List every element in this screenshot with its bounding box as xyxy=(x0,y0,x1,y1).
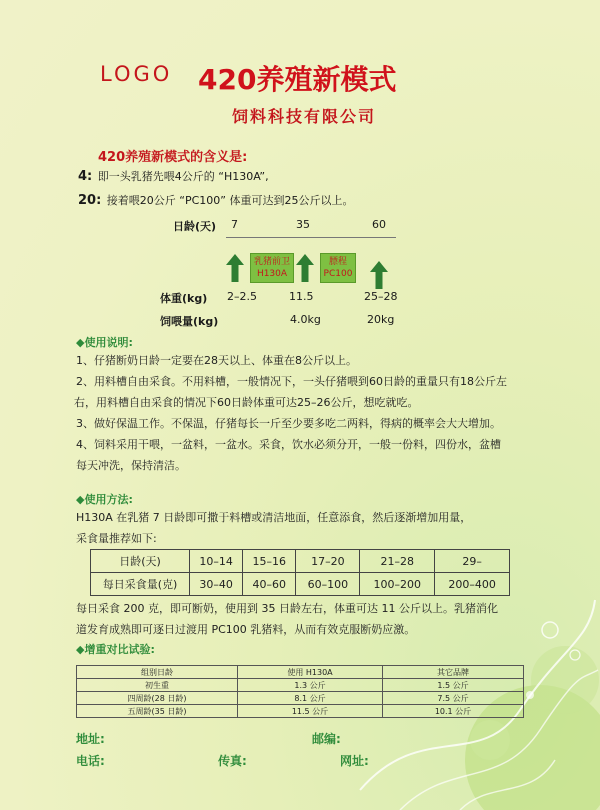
usage-method-p2a: 每日采食 200 克，即可断奶，使用到 35 日龄左右，体重可达 11 公斤以上。乳猪消化 xyxy=(76,602,498,615)
table-cell: 30–40 xyxy=(190,573,243,596)
table-cell: 40–60 xyxy=(243,573,296,596)
table-cell: 60–100 xyxy=(296,573,360,596)
arrow-up-icon xyxy=(226,254,244,282)
stage-1-name: 乳猪前卫 xyxy=(253,257,290,267)
table-cell: 五周龄(35 日龄) xyxy=(77,705,238,718)
table-row xyxy=(77,692,524,705)
arrow-up-icon xyxy=(296,254,314,282)
address-label: 地址: xyxy=(76,732,105,746)
usage-note-4b: 每天冲洗，保持清洁。 xyxy=(76,459,186,472)
stage-2-product: PC100 xyxy=(323,269,353,279)
stage-1-product: H130A xyxy=(256,269,288,279)
feed-h130a: 4.0kg xyxy=(290,313,321,326)
table-cell: 21–28 xyxy=(360,550,435,573)
table-header-cell: 组别日龄 xyxy=(77,666,238,679)
stage-2-box xyxy=(320,253,356,283)
usage-notes-body xyxy=(76,350,586,476)
usage-method-p1b: 采食量推荐如下: xyxy=(76,532,157,545)
meaning-line-1-text: 即一头乳猪先喂4公斤的 “H130A”, xyxy=(97,170,269,183)
usage-note-4a: 4、饲料采用干喂，一盆料，一盆水。采食，饮水必须分开，一般一份料，四份水，盆槽 xyxy=(76,438,501,451)
usage-note-3: 3、做好保温工作。不保温，仔猪每长一斤至少要多吃二两料，得病的概率会大大增加。 xyxy=(76,417,501,430)
table-cell: 10–14 xyxy=(190,550,243,573)
usage-method-intro xyxy=(76,507,586,549)
trial-table xyxy=(76,665,524,718)
table-header-cell: 其它品牌 xyxy=(383,666,524,679)
meaning-line-2-text: 接着喂20公斤 “PC100” 体重可达到25公斤以上。 xyxy=(106,194,354,207)
table-cell: 8.1 公斤 xyxy=(238,692,383,705)
table-cell: 1.3 公斤 xyxy=(238,679,383,692)
meaning-line-2 xyxy=(78,192,354,208)
table-row xyxy=(77,666,524,679)
arrow-up-icon xyxy=(370,261,388,289)
website-label: 网址: xyxy=(340,754,369,768)
stage-2-name: 膘程 xyxy=(328,257,347,267)
meaning-title: 420养殖新模式的含义是: xyxy=(98,150,248,165)
age-7: 7 xyxy=(231,218,238,231)
usage-method-p2b: 道发育成熟即可逐日过渡用 PC100 乳猪料，从而有效克服断奶应激。 xyxy=(76,623,416,636)
usage-notes-title: ◆使用说明: xyxy=(76,336,133,349)
usage-method-outro xyxy=(76,598,596,640)
table-row xyxy=(77,679,524,692)
table-cell: 1.5 公斤 xyxy=(383,679,524,692)
usage-method-title: ◆使用方法: xyxy=(76,493,133,506)
age-label: 日龄(天) xyxy=(173,220,217,233)
table-row xyxy=(91,550,510,573)
usage-note-1: 1、仔猪断奶日龄一定要在28天以上、体重在8公斤以上。 xyxy=(76,354,357,367)
table-header-cell: 使用 H130A xyxy=(238,666,383,679)
table-row xyxy=(91,573,510,596)
page-title: 420养殖新模式 xyxy=(198,63,397,96)
table-cell: 11.5 公斤 xyxy=(238,705,383,718)
table-cell: 200–400 xyxy=(435,573,510,596)
meaning-line-1 xyxy=(78,168,269,184)
company-name: 饲料科技有限公司 xyxy=(232,107,377,126)
usage-method-p1a: H130A 在乳猪 7 日龄即可撒于料槽或清洁地面，任意添食，然后逐渐增加用量， xyxy=(76,511,472,524)
table-cell: 100–200 xyxy=(360,573,435,596)
table-cell: 15–16 xyxy=(243,550,296,573)
meaning-line-2-num: 20: xyxy=(78,193,102,208)
logo: LOGO xyxy=(100,62,173,86)
usage-note-2b: 右，用料槽自由采食的情况下60日龄体重可达25–26公斤，想吃就吃。 xyxy=(74,396,419,409)
table-cell: 四周龄(28 日龄) xyxy=(77,692,238,705)
table-cell: 7.5 公斤 xyxy=(383,692,524,705)
usage-note-2a: 2、用料槽自由采食。不用料槽，一般情况下，一头仔猪喂到60日龄的重量只有18公斤左 xyxy=(76,375,507,388)
postcode-label: 邮编: xyxy=(312,732,341,746)
table-row xyxy=(77,705,524,718)
feed-label: 饲喂量(kg) xyxy=(160,315,219,328)
table-cell: 每日采食量(克) xyxy=(91,573,190,596)
table-cell: 初生重 xyxy=(77,679,238,692)
weight-label: 体重(kg) xyxy=(160,292,208,305)
timeline-axis xyxy=(226,237,396,238)
table-cell: 日龄(天) xyxy=(91,550,190,573)
phone-label: 电话: xyxy=(76,754,105,768)
fax-label: 传真: xyxy=(218,754,247,768)
age-60: 60 xyxy=(372,218,386,231)
stage-1-box xyxy=(250,253,294,283)
feed-pc100: 20kg xyxy=(367,313,395,326)
weight-60: 25–28 xyxy=(364,290,398,303)
age-35: 35 xyxy=(296,218,310,231)
intake-table xyxy=(90,549,510,596)
trial-title: ◆增重对比试验: xyxy=(76,643,155,656)
weight-7: 2–2.5 xyxy=(227,290,257,303)
table-cell: 10.1 公斤 xyxy=(383,705,524,718)
meaning-line-1-num: 4: xyxy=(78,169,93,184)
table-cell: 17–20 xyxy=(296,550,360,573)
table-cell: 29– xyxy=(435,550,510,573)
weight-35: 11.5 xyxy=(289,290,314,303)
